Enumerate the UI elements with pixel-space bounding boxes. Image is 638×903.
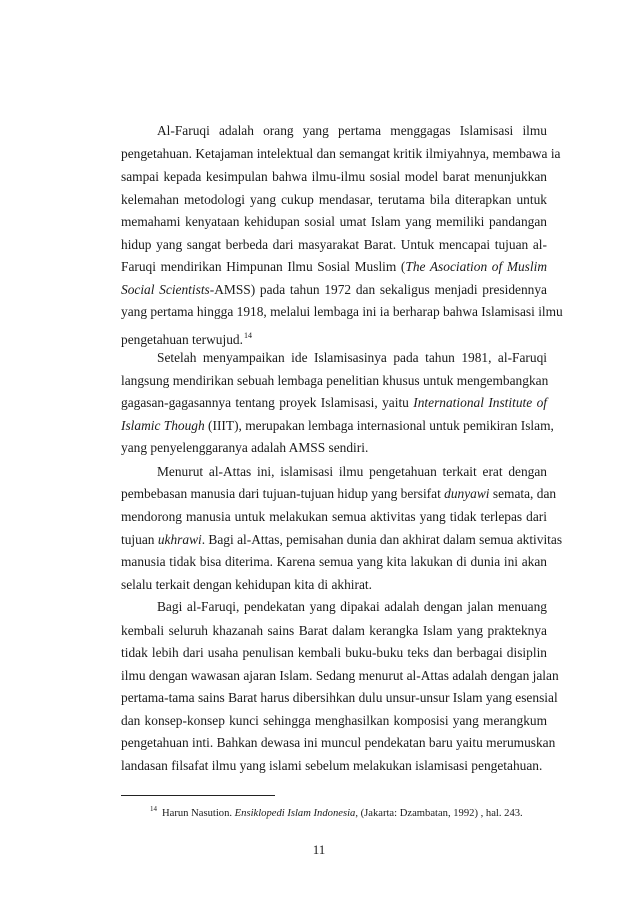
text-segment: dan konsep-konsep kunci sehingga menghasilkan komposisi yang merangkum [121, 713, 547, 728]
italic-text: dunyawi [444, 486, 490, 501]
text-line [121, 531, 563, 549]
text-line [121, 168, 547, 186]
text-line [121, 644, 547, 662]
text-segment: memahami kenyataan kehidupan sosial umat Islam yang memiliki pandangan [121, 214, 547, 229]
text-line [121, 213, 547, 231]
text-segment: kembali seluruh khazanah sains Barat dalam kerangka Islam yang prakteknya [121, 623, 547, 638]
text-segment: sampai kepada kesimpulan bahwa ilmu-ilmu sosial model barat menunjukkan [121, 169, 547, 184]
text-segment: pengetahuan. Ketajaman intelektual dan semangat kritik ilmiyahnya, membawa ia [121, 146, 561, 161]
footnote-divider [121, 795, 275, 796]
text-segment: . Bagi al-Attas, pemisahan dunia dan akhirat dalam semua aktivitas [201, 532, 563, 547]
text-segment: mendorong manusia untuk melakukan semua aktivitas yang tidak terlepas dari [121, 509, 547, 524]
text-line [157, 122, 547, 140]
text-segment: Al-Faruqi adalah orang yang pertama menggagas Islamisasi ilmu [157, 123, 547, 138]
text-line [121, 553, 547, 571]
text-segment: manusia tidak bisa diterima. Karena semua yang kita lakukan di dunia ini akan [121, 554, 547, 569]
footnote-author: Harun Nasution. [162, 808, 235, 819]
text-line [121, 281, 547, 299]
text-segment: Menurut al-Attas ini, islamisasi ilmu pengetahuan terkait erat dengan [157, 464, 547, 479]
text-segment: semata, dan [489, 486, 557, 501]
italic-text: Social Scientists [121, 282, 210, 297]
italic-text: The Asociation of Muslim [405, 259, 547, 274]
text-segment: hidup yang sangat berbeda dari masyarakat Barat. Untuk mencapai tujuan al- [121, 237, 547, 252]
text-line [121, 734, 556, 752]
italic-text: ukhrawi [157, 532, 202, 547]
page-number: 11 [312, 842, 326, 857]
text-segment: Bagi al-Faruqi, pendekatan yang dipakai adalah dengan jalan menuang [157, 599, 547, 614]
text-segment: pengetahuan terwujud. [121, 332, 243, 347]
text-line [121, 485, 557, 503]
text-line [157, 463, 547, 481]
text-segment: tidak lebih dari usaha penulisan kembali buku-buku teks dan berbagai disiplin [121, 645, 547, 660]
text-line [121, 236, 547, 254]
text-line [121, 417, 554, 435]
text-line [121, 439, 547, 457]
text-segment: langsung mendirikan sebuah lembaga penelitian khusus untuk mengembangkan [121, 373, 549, 388]
text-line [121, 508, 547, 526]
text-segment: gagasan-gagasannya tentang proyek Islamisasi, yaitu [121, 395, 414, 410]
text-segment: tujuan [121, 532, 158, 547]
text-segment: yang pertama hingga 1918, melalui lembaga ini ia berharap bahwa Islamisasi ilmu [121, 304, 563, 319]
text-line [121, 327, 547, 349]
text-line [121, 394, 547, 412]
text-segment: ilmu dengan wawasan ajaran Islam. Sedang menurut al-Attas adalah dengan jalan [121, 668, 559, 683]
text-segment: yang penyelenggaranya adalah AMSS sendiri. [121, 440, 369, 455]
text-line [121, 712, 547, 730]
text-segment: pertama-tama sains Barat harus dibersihkan dulu unsur-unsur Islam yang esensial [121, 690, 558, 705]
text-line [121, 689, 558, 707]
text-segment: (IIIT), merupakan lembaga internasional untuk pemikiran Islam, [204, 418, 554, 433]
text-segment: pembebasan manusia dari tujuan-tujuan hidup yang bersifat [121, 486, 445, 501]
text-line [157, 598, 547, 616]
text-line [121, 757, 547, 775]
text-line [121, 191, 547, 209]
footnote-reference: 14 [243, 331, 252, 340]
text-line [121, 258, 547, 276]
text-segment: Faruqi mendirikan Himpunan Ilmu Sosial Muslim ( [121, 259, 406, 274]
italic-text: International Institute of [413, 395, 548, 410]
footnote-title: Ensiklopedi Islam Indonesia [234, 808, 356, 819]
text-segment: pengetahuan inti. Bahkan dewasa ini muncul pendekatan baru yaitu merumuskan [121, 735, 556, 750]
footnote-rest: , (Jakarta: Dzambatan, 1992) , hal. 243. [355, 808, 523, 819]
text-segment: -AMSS) pada tahun 1972 dan sekaligus menjadi presidennya [209, 282, 547, 297]
text-line [157, 349, 547, 367]
footnote-number: 14 [150, 805, 157, 813]
text-line [121, 145, 561, 163]
text-segment: kelemahan metodologi yang cukup mendasar, terutama bila diterapkan untuk [121, 192, 547, 207]
footnote [150, 802, 523, 821]
italic-text: Islamic Though [121, 418, 205, 433]
text-line [121, 576, 547, 594]
text-segment: landasan filsafat ilmu yang islami sebelum melakukan islamisasi pengetahuan. [121, 758, 543, 773]
text-segment: selalu terkait dengan kehidupan kita di akhirat. [121, 577, 372, 592]
text-line [121, 667, 559, 685]
text-line [121, 372, 547, 390]
text-line [121, 622, 547, 640]
text-line [121, 303, 563, 321]
text-segment: Setelah menyampaikan ide Islamisasinya pada tahun 1981, al-Faruqi [157, 350, 547, 365]
